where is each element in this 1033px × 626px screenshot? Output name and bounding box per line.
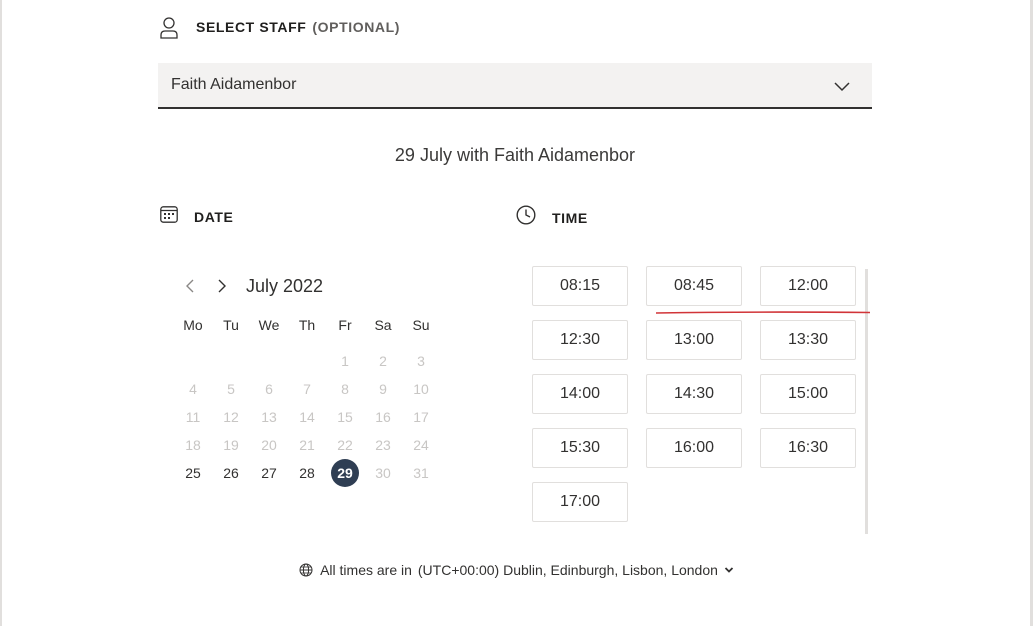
time-slot-button[interactable]: 16:30 [760, 428, 856, 468]
calendar-icon [160, 205, 178, 228]
calendar-day: 4 [189, 381, 197, 397]
time-slot-button[interactable]: 14:00 [532, 374, 628, 414]
time-slot-button[interactable]: 16:00 [646, 428, 742, 468]
weekday-th: Th [298, 317, 316, 333]
timezone-row [0, 562, 1033, 578]
calendar-day: 13 [261, 409, 277, 425]
time-section-header [516, 205, 588, 230]
time-scrollbar[interactable] [865, 269, 868, 534]
staff-dropdown-value: Faith Aidamenbor [171, 76, 297, 93]
calendar-day: 3 [417, 353, 425, 369]
time-slot-button[interactable]: 08:45 [646, 266, 742, 306]
calendar-day: 12 [223, 409, 239, 425]
calendar-day: 31 [413, 465, 429, 481]
weekday-sa: Sa [374, 317, 392, 333]
booking-summary: 29 July with Faith Aidamenbor [394, 145, 636, 165]
weekday-we: We [258, 317, 280, 333]
calendar-day: 15 [337, 409, 353, 425]
time-slot-button[interactable]: 13:30 [760, 320, 856, 360]
calendar-day[interactable]: 26 [223, 465, 239, 481]
time-slot-button[interactable]: 14:30 [646, 374, 742, 414]
calendar-day-selected[interactable]: 29 [331, 459, 359, 487]
calendar-nav [180, 274, 232, 298]
person-icon [158, 14, 180, 40]
chevron-right-icon[interactable] [212, 274, 232, 298]
calendar-day: 18 [185, 437, 201, 453]
globe-icon [299, 563, 313, 577]
time-slot-button[interactable]: 13:00 [646, 320, 742, 360]
weekday-tu: Tu [223, 317, 239, 333]
calendar-day: 14 [299, 409, 315, 425]
time-slot-button[interactable]: 12:00 [760, 266, 856, 306]
staff-section-header [158, 14, 400, 40]
time-slot-button[interactable]: 15:30 [532, 428, 628, 468]
time-slot-button[interactable]: 08:15 [532, 266, 628, 306]
date-label: DATE [194, 208, 234, 225]
calendar-day: 9 [379, 381, 387, 397]
calendar-day: 2 [379, 353, 387, 369]
staff-optional-label: (OPTIONAL) [312, 19, 401, 35]
calendar-day: 6 [265, 381, 273, 397]
calendar-day: 10 [413, 381, 429, 397]
weekday-su: Su [412, 317, 430, 333]
staff-title: SELECT STAFF [196, 19, 307, 35]
time-slot-button[interactable]: 17:00 [532, 482, 628, 522]
date-section-header [160, 205, 233, 228]
calendar-day: 5 [227, 381, 235, 397]
calendar-day[interactable]: 28 [299, 465, 315, 481]
chevron-down-icon [834, 79, 850, 97]
calendar-day: 22 [337, 437, 353, 453]
calendar-day: 19 [223, 437, 239, 453]
time-label: TIME [552, 209, 588, 226]
calendar-day[interactable]: 25 [185, 465, 201, 481]
page-border-left [0, 0, 2, 626]
calendar-day: 21 [299, 437, 315, 453]
timezone-label: All times are in [320, 562, 412, 578]
calendar-day: 16 [375, 409, 391, 425]
staff-dropdown[interactable] [158, 63, 872, 109]
chevron-down-icon[interactable] [724, 566, 734, 574]
calendar-day: 11 [185, 409, 201, 425]
time-slot-button[interactable]: 12:30 [532, 320, 628, 360]
timezone-selector[interactable]: (UTC+00:00) Dublin, Edinburgh, Lisbon, London [417, 562, 718, 578]
month-label: July 2022 [246, 276, 324, 296]
weekday-fr: Fr [338, 317, 352, 333]
weekday-mo: Mo [183, 317, 203, 333]
calendar-day: 20 [261, 437, 277, 453]
calendar-day: 23 [375, 437, 391, 453]
calendar-day: 17 [413, 409, 429, 425]
chevron-left-icon[interactable] [180, 274, 200, 298]
annotation-underline [656, 311, 870, 314]
calendar-day: 1 [341, 353, 349, 369]
calendar-day: 8 [341, 381, 349, 397]
calendar-day: 24 [413, 437, 429, 453]
calendar-day[interactable]: 27 [261, 465, 277, 481]
calendar-day: 7 [303, 381, 311, 397]
clock-icon [516, 205, 536, 230]
calendar-day: 30 [375, 465, 391, 481]
time-slot-button[interactable]: 15:00 [760, 374, 856, 414]
